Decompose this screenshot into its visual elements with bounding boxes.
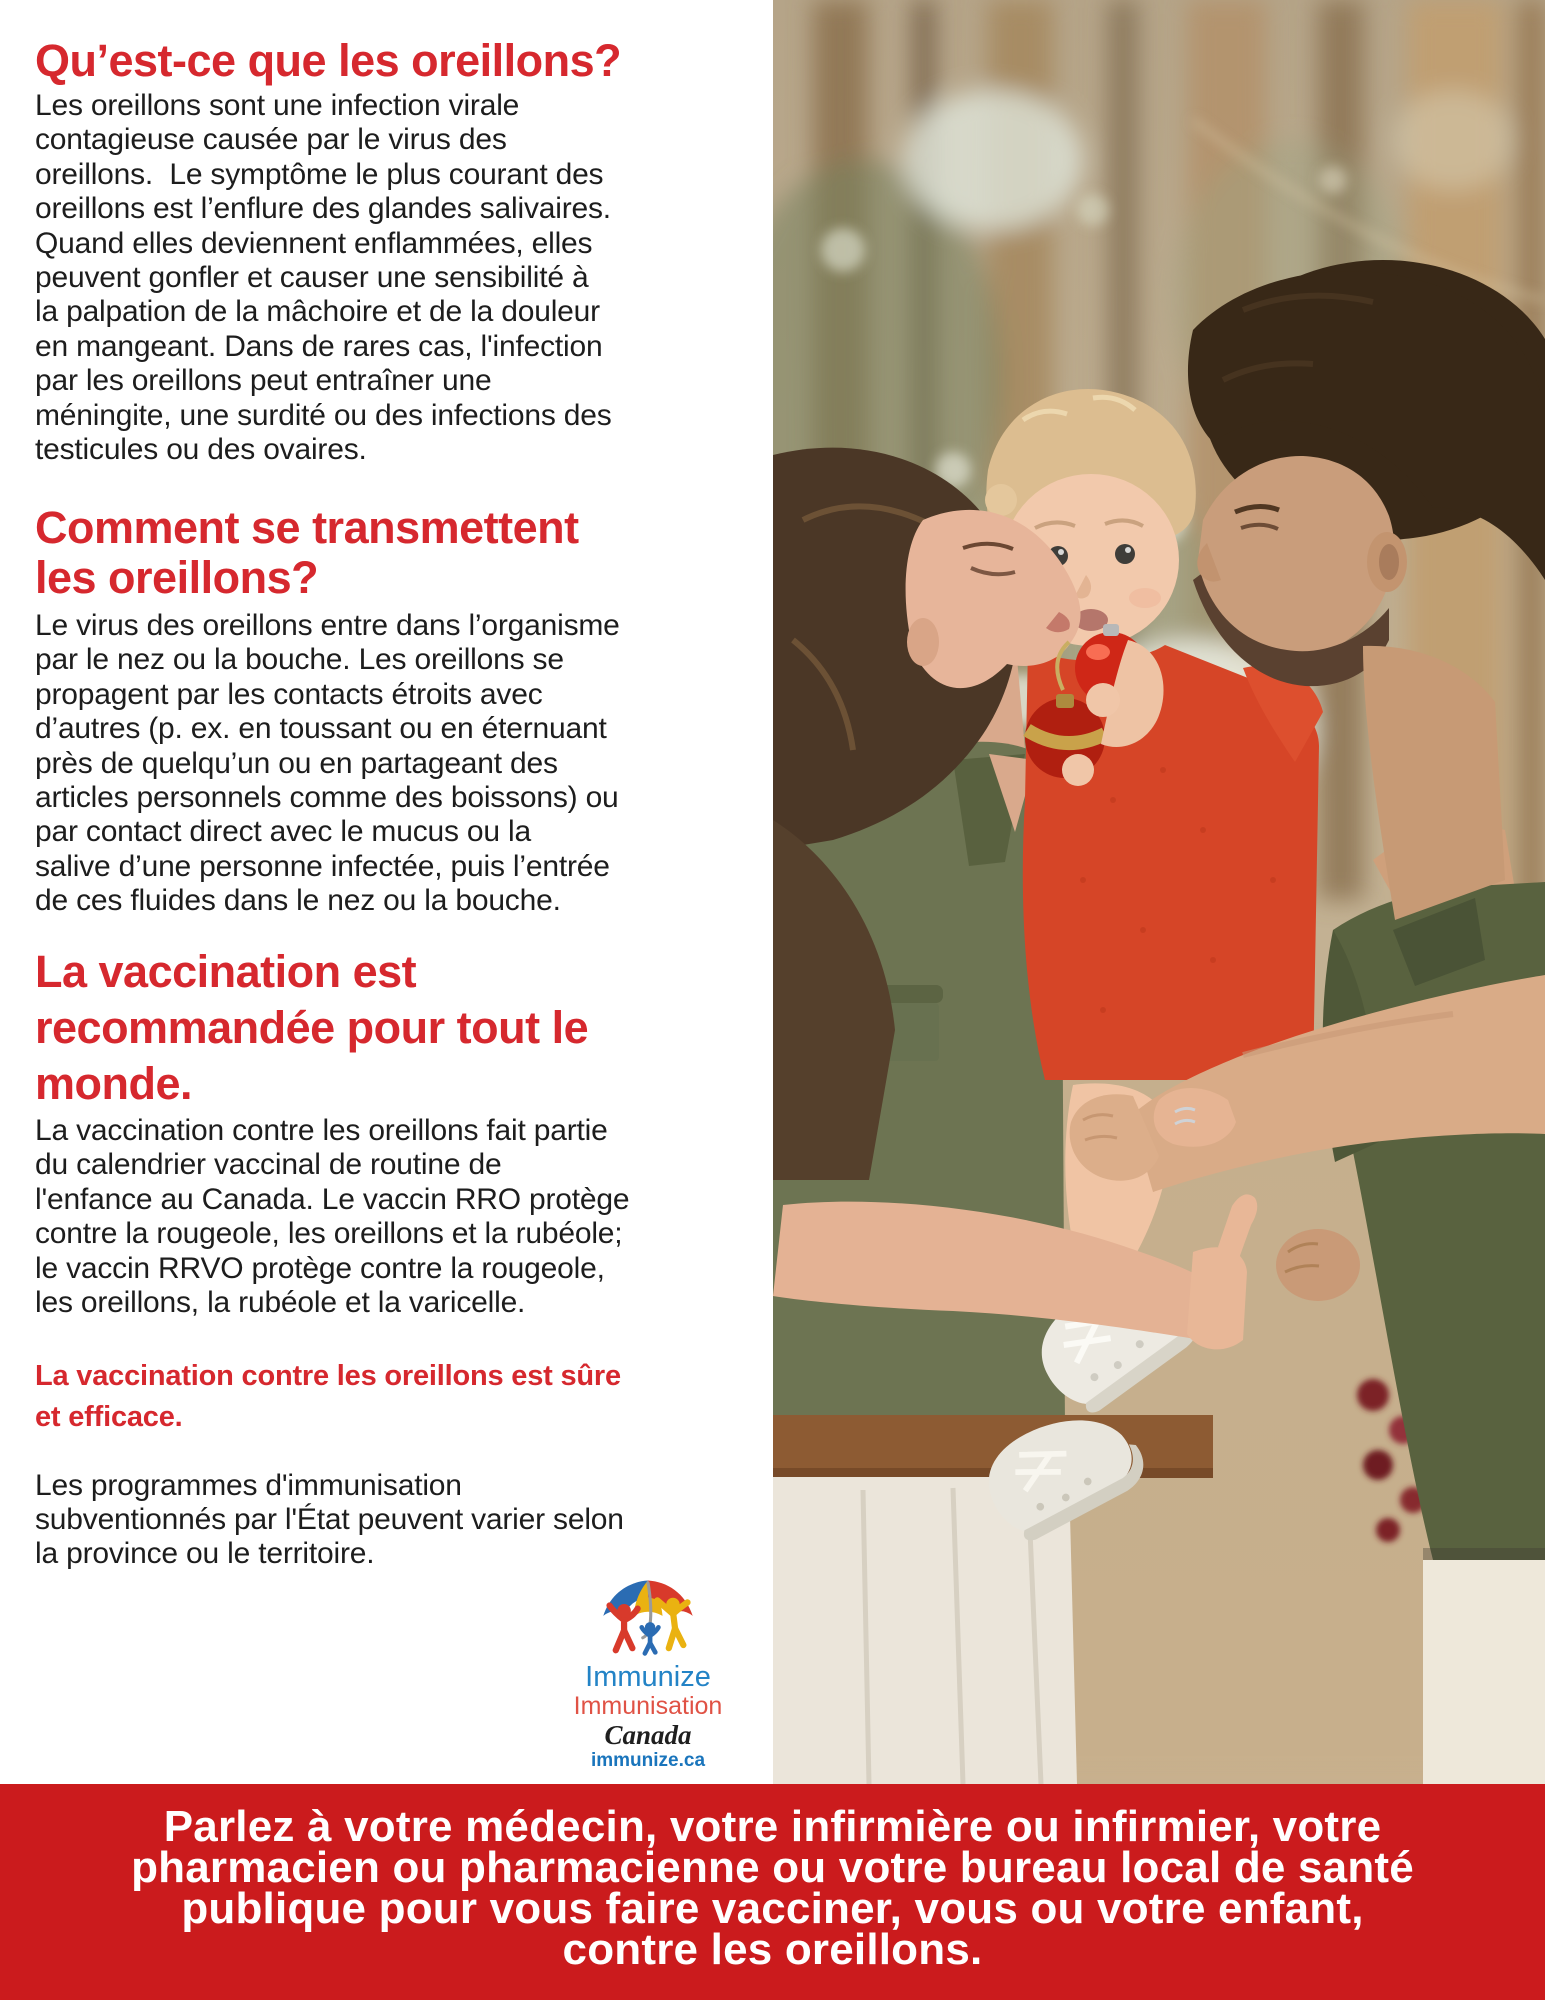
footer-banner [0, 1784, 1545, 2000]
emphasis-vaccine-safe: La vaccination contre les oreillons est sûre et efficace. [35, 1360, 621, 1433]
umbrella-family-icon [596, 1574, 700, 1662]
paragraph-transmission: Le virus des oreillons entre dans l’organisme par le nez ou la bouche. Les oreillons se propagent par les contacts étroits avec d’autres (p. ex. en toussant ou en éternuant près de quelqu’un ou en partageant des articles personnels comme des boissons) ou par contact direct avec le mucus ou la salive d’une personne infectée, puis l’entrée de ces fluides dans le nez ou la bouche. [35, 609, 620, 918]
heading-what-are-mumps: Qu’est-ce que les oreillons? [35, 35, 622, 86]
heading-transmission: Comment se transmettent les oreillons? [35, 502, 579, 603]
father-pants [1423, 1560, 1545, 1784]
logo-wordmark-fr: Immunisation [573, 1692, 723, 1720]
logo-wordmark-en: Immunize [585, 1661, 711, 1693]
heading-vaccination-recommended: La vaccination est recommandée pour tout le monde. [35, 946, 589, 1109]
paragraph-what-are-mumps: Les oreillons sont une infection virale contagieuse causée par le virus des oreillons. Le symptôme le plus courant des oreillons est l’enflure des glandes salivaires. Quand elles deviennent enflammées, elles peuvent gonfler et causer une sensibilité à la palpation de la mâchoire et de la douleur en mangeant. Dans de rares cas, l'infection par les oreillons peut entraîner une méningite, une surdité ou des infections des testicules ou des ovaires. [35, 89, 612, 467]
yellow-adult-head [666, 1598, 680, 1612]
logo-website-url: immunize.ca [590, 1750, 706, 1771]
paragraph-vaccination: La vaccination contre les oreillons fait partie du calendrier vaccinal de routine de l'enfance au Canada. Le vaccin RRO protège contre la rougeole, les oreillons et la rubéole; le vaccin RRVO protège contre la rougeole, les oreillons, la rubéole et la varicelle. [35, 1114, 630, 1320]
paragraph-programs-note: Les programmes d'immunisation subventionnés par l'État peuvent varier selon la province ou le territoire. [35, 1469, 624, 1570]
family-photo-illustration [773, 0, 1545, 1784]
family-photo [773, 0, 1545, 1784]
red-adult-head [617, 1604, 631, 1618]
immunize-canada-logo [548, 1574, 748, 1771]
blue-child-head [645, 1622, 655, 1632]
logo-country: Canada [604, 1720, 692, 1750]
footer-call-to-action: Parlez à votre médecin, votre infirmière ou infirmier, votre pharmacien ou pharmacienne ou votre bureau local de santé publique pour vous faire vacciner, vous ou votre enfant, contre les oreillons. [131, 1802, 1414, 1974]
